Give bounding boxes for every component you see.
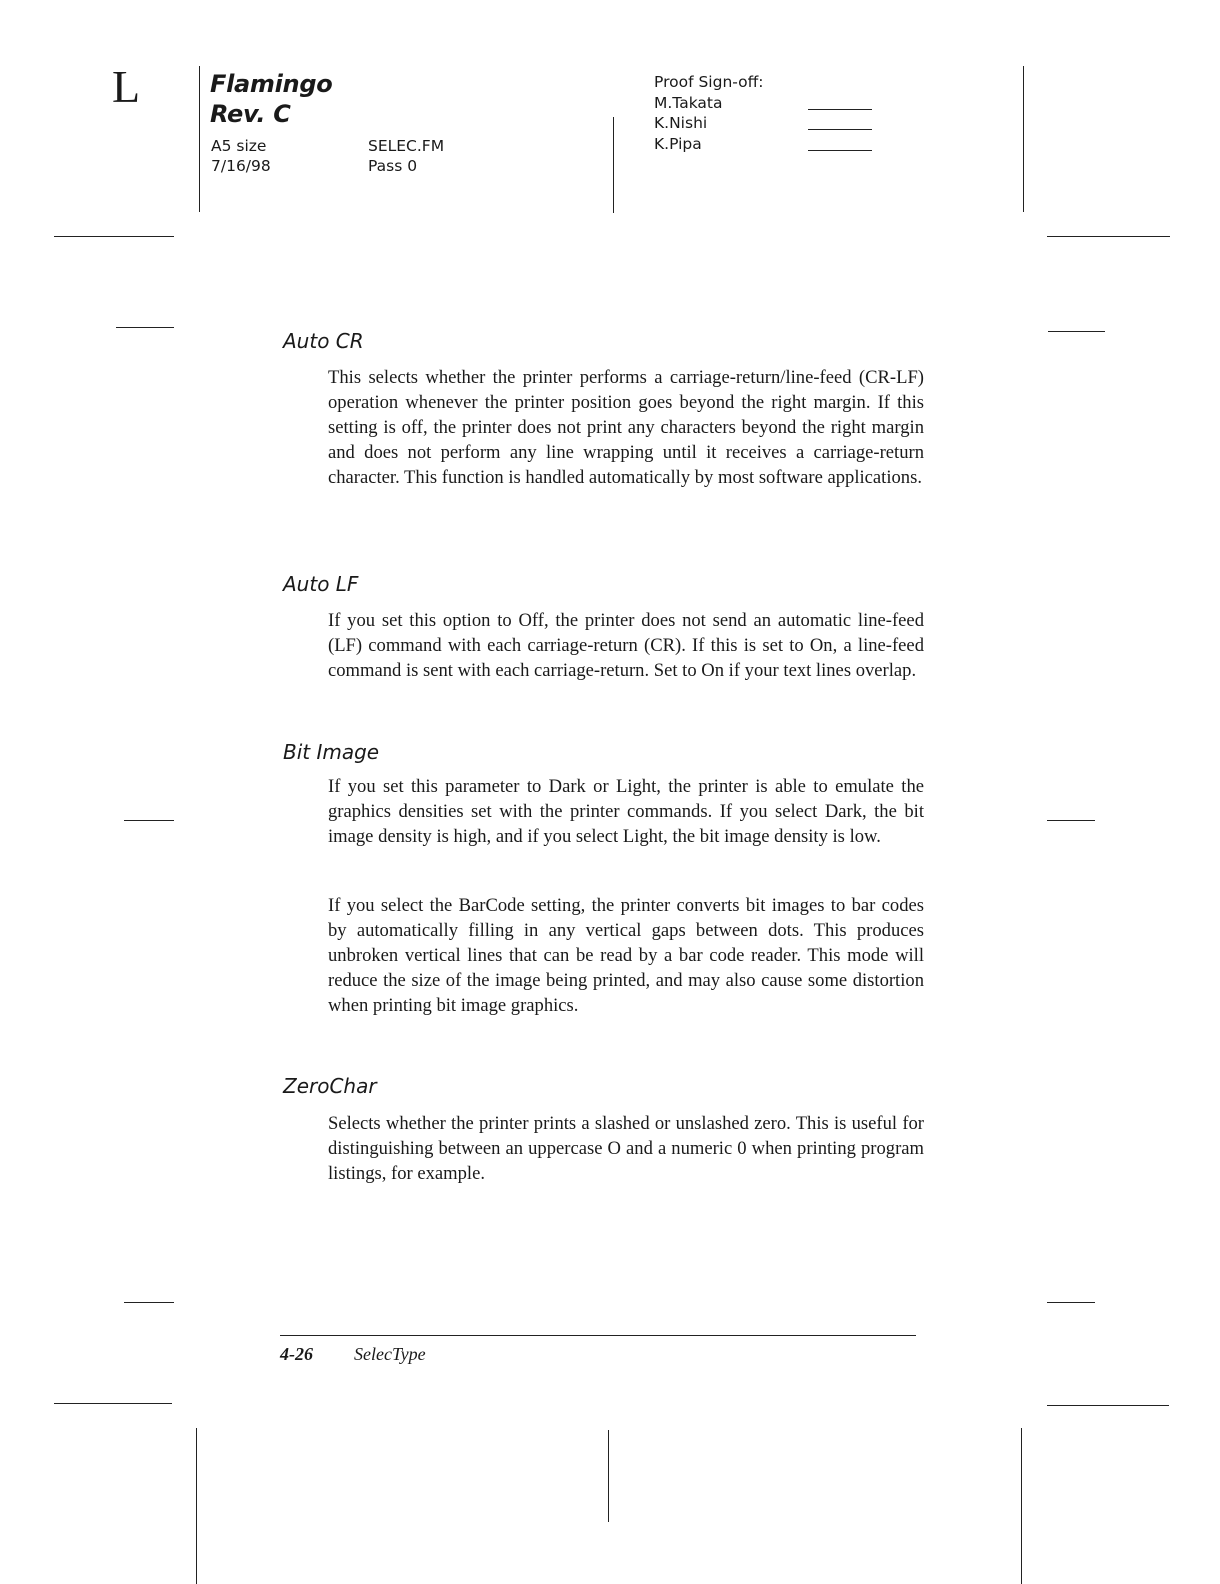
section-heading-bit-image: Bit Image — [283, 740, 380, 764]
doc-size: A5 size — [211, 137, 267, 155]
proof-name: K.Nishi — [654, 114, 708, 132]
signature-line — [808, 129, 872, 130]
doc-revision: Rev. C — [210, 100, 291, 128]
crop-mark — [1048, 331, 1105, 332]
section-heading-zerochar: ZeroChar — [283, 1074, 377, 1098]
doc-pass: Pass 0 — [368, 157, 418, 175]
doc-title: Flamingo — [210, 70, 333, 98]
crop-mark — [1047, 236, 1170, 237]
page-number: 4-26 — [280, 1344, 313, 1364]
section-heading-auto-cr: Auto CR — [283, 329, 364, 353]
signature-line — [808, 109, 872, 110]
crop-mark — [124, 820, 174, 821]
paragraph: If you set this parameter to Dark or Light, the printer is able to emulate the graphics densities set with the printer commands. If you select Dark, the bit image density is high, and if you select Light, the bit image density is low. — [328, 776, 924, 847]
paragraph: If you set this option to Off, the printer does not send an automatic line-feed (LF) command with each carriage-return (CR). If this is set to On, a line-feed command is sent with each carriage-return. Set to On if your text lines overlap. — [328, 610, 924, 681]
crop-mark — [196, 1428, 197, 1584]
crop-mark — [608, 1430, 609, 1522]
signature-line — [808, 150, 872, 151]
proof-label: Proof Sign-off: — [654, 73, 764, 91]
crop-mark — [1047, 820, 1095, 821]
proof-name: K.Pipa — [654, 134, 702, 153]
crop-mark — [124, 1302, 174, 1303]
header-right-rule — [1023, 66, 1024, 212]
crop-mark — [54, 1403, 172, 1404]
page-letter: L — [112, 61, 141, 112]
footer-rule — [280, 1335, 916, 1336]
paragraph: Selects whether the printer prints a slashed or unslashed zero. This is useful for distinguishing between an uppercase O and a numeric 0 when printing program listings, for example. — [328, 1113, 924, 1184]
chapter-title: SelecType — [354, 1344, 426, 1364]
doc-date: 7/16/98 — [211, 157, 271, 175]
proof-name: M.Takata — [654, 93, 723, 112]
doc-file: SELEC.FM — [368, 137, 445, 155]
crop-mark — [1021, 1428, 1022, 1584]
proof-signoff — [654, 72, 764, 154]
crop-mark — [1047, 1302, 1095, 1303]
header-left-rule — [199, 66, 200, 212]
crop-mark — [1047, 1405, 1169, 1406]
header-center-rule — [613, 117, 614, 213]
crop-mark — [116, 327, 174, 328]
section-heading-auto-lf: Auto LF — [283, 572, 359, 596]
paragraph: If you select the BarCode setting, the printer converts bit images to bar codes by automatically filling in any vertical gaps between dots. This produces unbroken vertical lines that can be read by a bar code reader. This mode will reduce the size of the image being printed, and may also cause some distortion when printing bit image graphics. — [328, 895, 924, 1016]
paragraph: This selects whether the printer performs a carriage-return/line-feed (CR-LF) operation whenever the printer position goes beyond the right margin. If this setting is off, the printer does not print any characters beyond the right margin and does not perform any line wrapping until it receives a carriage-return character. This function is handled automatically by most software applications. — [328, 367, 924, 488]
crop-mark — [54, 236, 174, 237]
